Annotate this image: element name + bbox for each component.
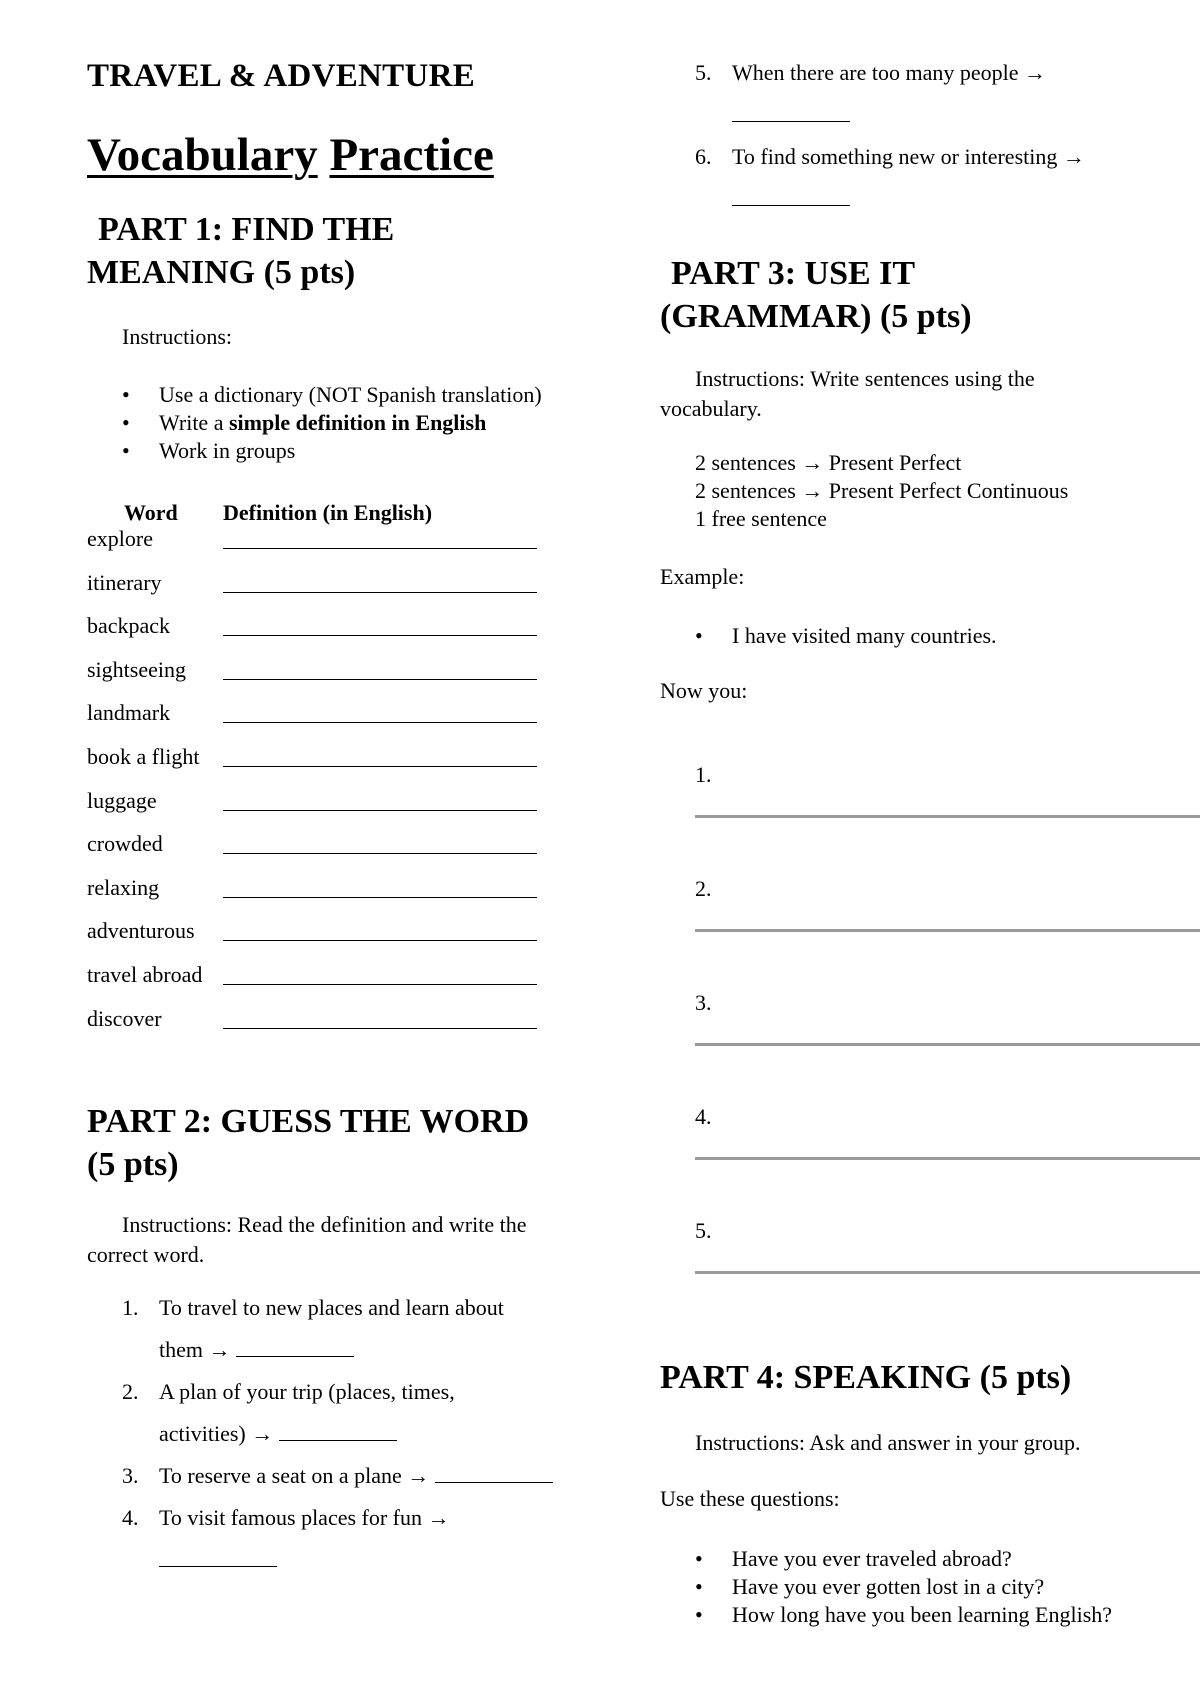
part2-instructions [87,1210,607,1270]
guess-item-2 [87,1371,607,1455]
definition-blank[interactable] [223,788,537,811]
guess-item-number: 3. [122,1463,139,1488]
write-line[interactable] [695,929,1200,932]
definition-blank[interactable] [223,1006,537,1029]
vocabulary-row [87,962,557,1006]
vocabulary-word: crowded [87,831,163,857]
question-learning-english: • How long have you been learning English? [660,1601,1112,1629]
write-item-4 [695,1104,1200,1130]
part3-instructions-line1: Instructions: Write sentences using the [695,366,1035,391]
guess-item-4 [87,1497,607,1581]
guess-item-6 [660,136,1200,220]
definition-blank[interactable] [223,831,537,854]
subtitle-word-vocabulary: Vocabulary [87,129,318,181]
part3-heading-line1: PART 3: USE IT [671,255,916,292]
definition-blank[interactable] [223,570,537,593]
answer-blank[interactable] [732,185,850,206]
subtitle-word-practice: Practice [329,129,494,181]
vocabulary-row [87,526,557,570]
vocabulary-row [87,1006,557,1050]
write-number: 1. [695,762,712,787]
vocabulary-table-header [87,492,557,526]
answer-blank[interactable] [279,1420,397,1441]
guess-item-3 [87,1455,607,1497]
definition-blank[interactable] [223,875,537,898]
write-number: 2. [695,876,712,901]
part1-instruction-list [87,381,542,465]
part3-requirements [660,449,1068,533]
part3-instructions-line2: vocabulary. [660,396,762,421]
definition-blank[interactable] [223,657,537,680]
definition-blank[interactable] [223,613,537,636]
document-title: TRAVEL & ADVENTURE [87,58,476,94]
guess-item-text: A plan of your trip (places, times, [159,1379,455,1404]
guess-item-number: 1. [122,1295,139,1320]
part2-heading-line2: (5 pts) [87,1146,179,1183]
vocabulary-word: explore [87,526,153,551]
write-item-2 [695,876,1200,902]
vocabulary-row [87,831,557,875]
guess-item-text: To reserve a seat on a plane → [159,1463,430,1488]
example-label: Example: [660,564,745,589]
guess-item-text-cont: activities) → [159,1421,274,1446]
answer-blank[interactable] [159,1546,277,1567]
write-number: 5. [695,1218,712,1243]
vocabulary-word: adventurous [87,918,195,944]
answer-blank[interactable] [435,1462,553,1483]
header-word: Word [124,500,178,525]
part2-instructions-line1: Instructions: Read the definition and write the [122,1212,527,1237]
part3-heading [660,252,972,338]
guess-item-number: 6. [695,144,712,169]
answer-blank[interactable] [732,101,850,122]
vocabulary-row [87,613,557,657]
vocabulary-word: relaxing [87,874,160,900]
part2-instructions-line2: correct word. [87,1242,205,1267]
answer-blank[interactable] [236,1336,354,1357]
vocabulary-row [87,700,557,744]
vocabulary-row [87,918,557,962]
write-number: 4. [695,1104,712,1129]
write-line[interactable] [695,1271,1200,1274]
guess-item-text-cont: them → [159,1337,231,1362]
part2-list-right [660,52,1200,220]
definition-blank[interactable] [223,962,537,985]
part2-heading [87,1100,529,1186]
part3-heading-line2: (GRAMMAR) (5 pts) [660,298,972,335]
vocabulary-word: discover [87,1005,162,1031]
part1-heading-line2: MEANING (5 pts) [87,254,356,291]
part2-heading-line1: PART 2: GUESS THE WORD [87,1103,530,1140]
definition-blank[interactable] [223,744,537,767]
part1-bullet-dictionary: • Use a dictionary (NOT Spanish translation) [87,381,542,409]
requirement-present-perfect: 2 sentences → Present Perfect [695,450,962,475]
vocabulary-word: landmark [87,700,171,726]
write-line[interactable] [695,1157,1200,1160]
question-traveled-abroad: • Have you ever traveled abroad? [660,1545,1112,1573]
guess-item-text: When there are too many people → [732,60,1046,85]
vocabulary-row [87,744,557,788]
vocabulary-word: backpack [87,613,171,639]
part1-heading [87,208,394,294]
guess-item-1 [87,1287,607,1371]
write-number: 3. [695,990,712,1015]
guess-item-text: To travel to new places and learn about [159,1295,504,1320]
part1-bullet-definition [87,409,542,437]
header-definition: Definition (in English) [223,500,433,525]
write-line[interactable] [695,1043,1200,1046]
vocabulary-word: book a flight [87,743,200,769]
example-sentence: • I have visited many countries. [660,622,997,650]
part3-instructions [660,364,1200,424]
guess-item-5 [660,52,1200,136]
question-gotten-lost: • Have you ever gotten lost in a city? [660,1573,1112,1601]
guess-item-text: To visit famous places for fun → [159,1505,450,1530]
vocabulary-word: luggage [87,787,157,813]
bullet-bold-text: simple definition in English [228,410,487,435]
questions-label: Use these questions: [660,1486,840,1511]
vocabulary-rows [87,526,557,1049]
guess-item-number: 5. [695,60,712,85]
definition-blank[interactable] [223,526,537,549]
vocabulary-table [87,492,557,1049]
vocabulary-row [87,570,557,614]
write-item-1 [695,762,1200,788]
vocabulary-word: sightseeing [87,656,186,682]
definition-blank[interactable] [223,700,537,723]
write-line[interactable] [695,815,1200,818]
part4-instructions: Instructions: Ask and answer in your group. [695,1430,1081,1455]
guess-item-number: 2. [122,1379,139,1404]
speaking-questions [660,1545,1112,1629]
part4-heading: PART 4: SPEAKING (5 pts) [660,1359,1072,1396]
part1-heading-line1: PART 1: FIND THE [98,211,395,248]
bullet-prefix: Write a [159,410,229,435]
vocabulary-row [87,657,557,701]
requirement-free-sentence: 1 free sentence [695,506,827,531]
definition-blank[interactable] [223,918,537,941]
vocabulary-word: itinerary [87,569,162,595]
vocabulary-row [87,788,557,832]
write-item-5 [695,1218,1200,1244]
part2-list-left [87,1287,607,1581]
part1-instructions-label: Instructions: [122,324,232,349]
document-subtitle [87,128,494,182]
guess-item-text: To find something new or interesting → [732,144,1085,169]
write-item-3 [695,990,1200,1016]
example-list [660,622,997,650]
now-you-label: Now you: [660,678,748,703]
requirement-present-perfect-continuous: 2 sentences → Present Perfect Continuous [695,478,1069,503]
guess-item-number: 4. [122,1505,139,1530]
vocabulary-row [87,875,557,919]
part1-bullet-groups: • Work in groups [87,437,542,465]
vocabulary-word: travel abroad [87,961,203,987]
